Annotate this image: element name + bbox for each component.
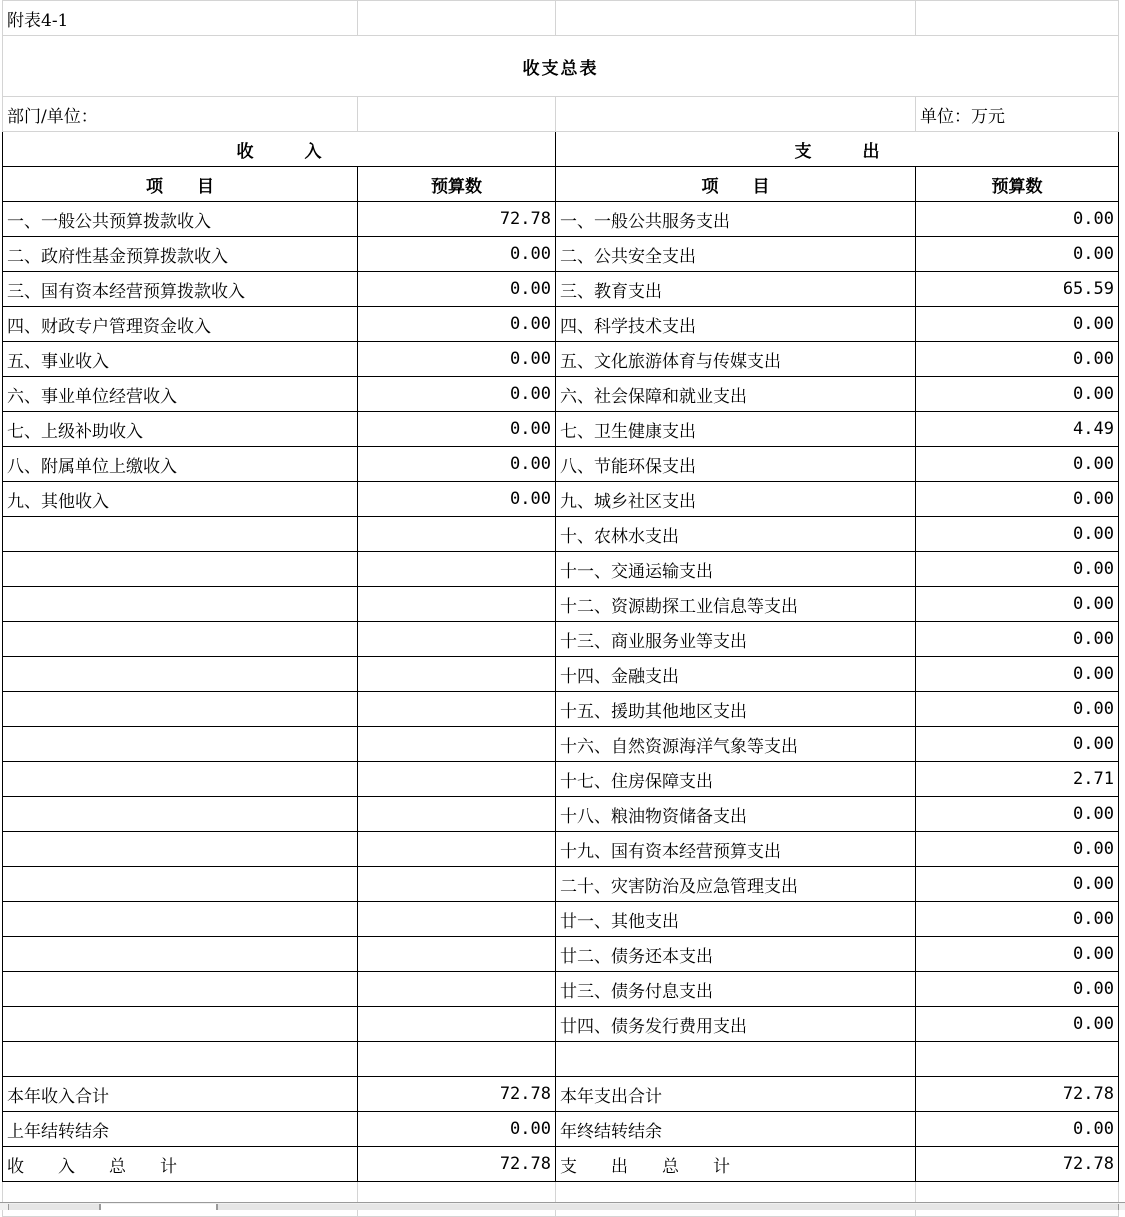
income-budget-cell[interactable] <box>358 727 556 762</box>
expense-item-cell[interactable] <box>556 1042 916 1077</box>
income-budget-cell[interactable] <box>358 972 556 1007</box>
income-budget-cell[interactable] <box>358 867 556 902</box>
income-item-cell[interactable]: 五、事业收入 <box>3 342 358 377</box>
income-item-cell[interactable] <box>3 867 358 902</box>
expense-item-cell[interactable]: 十一、交通运输支出 <box>556 552 916 587</box>
income-item-cell[interactable] <box>3 937 358 972</box>
table-row <box>3 342 1119 377</box>
expense-item-cell[interactable]: 廿四、债务发行费用支出 <box>556 1007 916 1042</box>
table-row <box>3 412 1119 447</box>
table-row <box>3 867 1119 902</box>
expense-item-cell[interactable]: 八、节能环保支出 <box>556 447 916 482</box>
income-budget-cell[interactable] <box>358 622 556 657</box>
expense-budget-cell[interactable]: 0.00 <box>916 482 1119 517</box>
table-row <box>3 482 1119 517</box>
table-row <box>3 377 1119 412</box>
empty-cell[interactable] <box>358 1182 556 1217</box>
table-row <box>3 972 1119 1007</box>
income-budget-cell[interactable] <box>358 552 556 587</box>
table-row <box>3 517 1119 552</box>
expense-item-cell[interactable]: 十四、金融支出 <box>556 657 916 692</box>
income-item-cell[interactable] <box>3 587 358 622</box>
unit-row <box>3 97 1119 132</box>
expense-budget-cell[interactable]: 0.00 <box>916 727 1119 762</box>
expense-budget-cell[interactable]: 4.49 <box>916 412 1119 447</box>
title-row <box>3 36 1119 97</box>
budget-sheet <box>2 0 1119 1217</box>
page-title[interactable]: 收支总表 <box>3 36 1119 97</box>
expense-budget-cell[interactable]: 0.00 <box>916 832 1119 867</box>
table-row <box>3 307 1119 342</box>
expense-item-cell[interactable]: 四、科学技术支出 <box>556 307 916 342</box>
table-row <box>3 797 1119 832</box>
income-budget-cell[interactable]: 0.00 <box>358 237 556 272</box>
empty-cell[interactable] <box>916 1182 1119 1217</box>
sheet-tab[interactable] <box>8 1204 100 1210</box>
expense-budget-cell[interactable]: 0.00 <box>916 307 1119 342</box>
expense-budget-cell[interactable]: 0.00 <box>916 447 1119 482</box>
table-row <box>3 237 1119 272</box>
income-budget-cell[interactable] <box>358 937 556 972</box>
table-row <box>3 1007 1119 1042</box>
expense-budget-cell[interactable]: 0.00 <box>916 1007 1119 1042</box>
income-item-cell[interactable]: 收 入 总 计 <box>3 1147 358 1182</box>
expense-budget-header[interactable]: 预算数 <box>916 167 1119 202</box>
section-header-row <box>3 132 1119 167</box>
expense-budget-cell[interactable]: 0.00 <box>916 377 1119 412</box>
income-item-cell[interactable] <box>3 622 358 657</box>
income-budget-cell[interactable] <box>358 902 556 937</box>
expense-budget-cell[interactable]: 0.00 <box>916 587 1119 622</box>
income-budget-cell[interactable] <box>358 832 556 867</box>
table-row <box>3 902 1119 937</box>
expense-budget-cell[interactable] <box>916 1042 1119 1077</box>
table-row <box>3 692 1119 727</box>
expense-header[interactable]: 支 出 <box>556 132 1119 167</box>
income-budget-cell[interactable] <box>358 517 556 552</box>
income-item-cell[interactable]: 八、附属单位上缴收入 <box>3 447 358 482</box>
income-item-cell[interactable] <box>3 902 358 937</box>
expense-item-cell[interactable]: 十、农林水支出 <box>556 517 916 552</box>
income-item-cell[interactable] <box>3 692 358 727</box>
income-budget-cell[interactable]: 0.00 <box>358 342 556 377</box>
income-budget-cell[interactable]: 0.00 <box>358 272 556 307</box>
expense-item-cell[interactable]: 九、城乡社区支出 <box>556 482 916 517</box>
expense-budget-cell[interactable]: 0.00 <box>916 622 1119 657</box>
expense-item-cell[interactable]: 十九、国有资本经营预算支出 <box>556 832 916 867</box>
expense-item-cell[interactable]: 七、卫生健康支出 <box>556 412 916 447</box>
table-row <box>3 832 1119 867</box>
table-row <box>3 1147 1119 1182</box>
expense-budget-cell[interactable]: 0.00 <box>916 1112 1119 1147</box>
unit-label[interactable]: 单位：万元 <box>916 97 1119 132</box>
income-item-cell[interactable]: 六、事业单位经营收入 <box>3 377 358 412</box>
table-row <box>3 622 1119 657</box>
expense-item-cell[interactable]: 支 出 总 计 <box>556 1147 916 1182</box>
expense-item-cell[interactable]: 三、教育支出 <box>556 272 916 307</box>
expense-budget-cell[interactable]: 72.78 <box>916 1077 1119 1112</box>
expense-item-cell[interactable]: 五、文化旅游体育与传媒支出 <box>556 342 916 377</box>
expense-budget-cell[interactable]: 0.00 <box>916 237 1119 272</box>
income-budget-cell[interactable]: 0.00 <box>358 1112 556 1147</box>
table-row <box>3 587 1119 622</box>
table-row <box>3 727 1119 762</box>
empty-cell[interactable] <box>556 1182 916 1217</box>
expense-budget-cell[interactable]: 0.00 <box>916 902 1119 937</box>
expense-budget-cell[interactable]: 0.00 <box>916 972 1119 1007</box>
table-row <box>3 552 1119 587</box>
expense-budget-cell[interactable]: 2.71 <box>916 762 1119 797</box>
income-item-cell[interactable]: 二、政府性基金预算拨款收入 <box>3 237 358 272</box>
income-item-cell[interactable] <box>3 727 358 762</box>
expense-budget-cell[interactable]: 0.00 <box>916 867 1119 902</box>
income-item-cell[interactable] <box>3 832 358 867</box>
expense-budget-cell[interactable]: 0.00 <box>916 797 1119 832</box>
income-item-cell[interactable] <box>3 762 358 797</box>
table-row <box>3 272 1119 307</box>
expense-budget-cell[interactable]: 72.78 <box>916 1147 1119 1182</box>
income-item-cell[interactable]: 本年收入合计 <box>3 1077 358 1112</box>
income-budget-cell[interactable] <box>358 797 556 832</box>
expense-item-cell[interactable]: 廿一、其他支出 <box>556 902 916 937</box>
expense-item-cell[interactable]: 廿二、债务还本支出 <box>556 937 916 972</box>
income-item-cell[interactable]: 三、国有资本经营预算拨款收入 <box>3 272 358 307</box>
column-header-row <box>3 167 1119 202</box>
expense-item-cell[interactable]: 十二、资源勘探工业信息等支出 <box>556 587 916 622</box>
expense-item-cell[interactable]: 一、一般公共服务支出 <box>556 202 916 237</box>
table-row <box>3 937 1119 972</box>
income-budget-cell[interactable]: 0.00 <box>358 377 556 412</box>
expense-budget-cell[interactable]: 0.00 <box>916 657 1119 692</box>
sheet-tab-active[interactable] <box>100 1204 217 1210</box>
income-item-cell[interactable] <box>3 972 358 1007</box>
income-item-cell[interactable] <box>3 797 358 832</box>
expense-item-cell[interactable]: 本年支出合计 <box>556 1077 916 1112</box>
table-row <box>3 202 1119 237</box>
expense-item-cell[interactable]: 年终结转结余 <box>556 1112 916 1147</box>
income-budget-cell[interactable] <box>358 587 556 622</box>
income-item-cell[interactable] <box>3 1007 358 1042</box>
table-row <box>3 447 1119 482</box>
expense-item-cell[interactable]: 二、公共安全支出 <box>556 237 916 272</box>
expense-budget-cell[interactable]: 0.00 <box>916 202 1119 237</box>
income-budget-cell[interactable] <box>358 657 556 692</box>
income-budget-cell[interactable] <box>358 762 556 797</box>
income-budget-cell[interactable] <box>358 692 556 727</box>
income-budget-cell[interactable]: 0.00 <box>358 482 556 517</box>
expense-item-cell[interactable]: 十三、商业服务业等支出 <box>556 622 916 657</box>
expense-budget-cell[interactable]: 65.59 <box>916 272 1119 307</box>
sheet-label[interactable]: 附表4-1 <box>3 1 358 36</box>
income-item-cell[interactable] <box>3 517 358 552</box>
expense-item-cell[interactable]: 六、社会保障和就业支出 <box>556 377 916 412</box>
income-budget-header[interactable]: 预算数 <box>358 167 556 202</box>
income-item-cell[interactable] <box>3 552 358 587</box>
expense-item-cell[interactable]: 十五、援助其他地区支出 <box>556 692 916 727</box>
sheet-tab[interactable] <box>217 1204 1119 1210</box>
expense-budget-cell[interactable]: 0.00 <box>916 517 1119 552</box>
income-item-cell[interactable]: 一、一般公共预算拨款收入 <box>3 202 358 237</box>
table-row <box>3 1042 1119 1077</box>
income-budget-cell[interactable]: 0.00 <box>358 447 556 482</box>
income-budget-cell[interactable]: 0.00 <box>358 307 556 342</box>
expense-item-cell[interactable]: 十七、住房保障支出 <box>556 762 916 797</box>
expense-item-header[interactable]: 项 目 <box>556 167 916 202</box>
empty-row <box>3 1182 1119 1217</box>
income-item-cell[interactable]: 四、财政专户管理资金收入 <box>3 307 358 342</box>
income-budget-cell[interactable] <box>358 1042 556 1077</box>
income-item-cell[interactable]: 七、上级补助收入 <box>3 412 358 447</box>
table-row <box>3 657 1119 692</box>
empty-cell[interactable] <box>3 1182 358 1217</box>
expense-budget-cell[interactable]: 0.00 <box>916 692 1119 727</box>
income-item-cell[interactable]: 九、其他收入 <box>3 482 358 517</box>
income-item-cell[interactable] <box>3 1042 358 1077</box>
label-row <box>3 1 1119 36</box>
income-item-cell[interactable]: 上年结转结余 <box>3 1112 358 1147</box>
table-row <box>3 762 1119 797</box>
expense-budget-cell[interactable]: 0.00 <box>916 552 1119 587</box>
income-item-header[interactable]: 项 目 <box>3 167 358 202</box>
expense-item-cell[interactable]: 十八、粮油物资储备支出 <box>556 797 916 832</box>
income-budget-cell[interactable]: 72.78 <box>358 1147 556 1182</box>
income-budget-cell[interactable]: 0.00 <box>358 412 556 447</box>
expense-item-cell[interactable]: 廿三、债务付息支出 <box>556 972 916 1007</box>
income-item-cell[interactable] <box>3 657 358 692</box>
income-header[interactable]: 收 入 <box>3 132 556 167</box>
income-budget-cell[interactable]: 72.78 <box>358 202 556 237</box>
income-budget-cell[interactable]: 72.78 <box>358 1077 556 1112</box>
expense-item-cell[interactable]: 十六、自然资源海洋气象等支出 <box>556 727 916 762</box>
expense-item-cell[interactable]: 二十、灾害防治及应急管理支出 <box>556 867 916 902</box>
table-row <box>3 1112 1119 1147</box>
expense-budget-cell[interactable]: 0.00 <box>916 937 1119 972</box>
income-budget-cell[interactable] <box>358 1007 556 1042</box>
expense-budget-cell[interactable]: 0.00 <box>916 342 1119 377</box>
table-row <box>3 1077 1119 1112</box>
dept-label[interactable]: 部门/单位： <box>3 97 358 132</box>
